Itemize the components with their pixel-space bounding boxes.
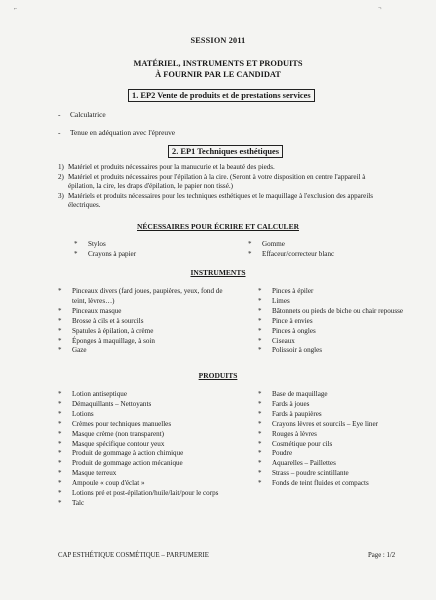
asterisk-bullet: * — [58, 399, 62, 408]
title-line-1: MATÉRIEL, INSTRUMENTS ET PRODUITS — [133, 59, 303, 68]
asterisk-bullet: * — [258, 306, 262, 315]
list-item-text: Pinces à ongles — [272, 326, 316, 335]
list-item-text: Masque terreux — [72, 469, 117, 478]
instruments-right-list — [258, 287, 408, 356]
list-item — [258, 390, 418, 400]
dash-bullet: - — [58, 128, 61, 137]
list-item-text: Pinceaux masque — [72, 306, 122, 315]
title-line-2: À FOURNIR PAR LE CANDIDAT — [155, 70, 281, 79]
list-item-text: Poudre — [272, 449, 293, 458]
corner-mark: ⌐ — [14, 6, 18, 12]
list-item-text: Produit de gommage à action chimique — [72, 449, 184, 458]
list-item — [58, 400, 233, 410]
section-heading-produits: PRODUITS — [198, 371, 238, 380]
asterisk-bullet: * — [258, 459, 262, 468]
asterisk-bullet: * — [258, 336, 262, 345]
list-item — [58, 469, 233, 479]
asterisk-bullet: * — [258, 326, 262, 335]
asterisk-bullet: * — [74, 240, 78, 248]
list-item — [58, 390, 233, 400]
list-item — [248, 250, 408, 260]
instruments-left-list — [58, 287, 233, 356]
ep2-item: Calculatrice — [70, 110, 106, 119]
list-item — [258, 317, 408, 327]
list-item-text: Fards à joues — [272, 399, 310, 408]
list-item — [248, 240, 408, 250]
list-item — [58, 440, 233, 450]
list-item — [74, 250, 224, 260]
asterisk-bullet: * — [258, 449, 262, 458]
list-item-text: Aquarelles – Paillettes — [272, 459, 336, 468]
list-item-text: Polissoir à ongles — [272, 346, 323, 355]
footer-exam-name: CAP ESTHÉTIQUE COSMÉTIQUE – PARFUMERIE — [58, 552, 209, 559]
ecrire-left-list — [74, 240, 224, 260]
session-label: SESSION 2011 — [190, 36, 246, 45]
asterisk-bullet: * — [248, 249, 252, 258]
item-text: Matériel et produits nécessaires pour l'épilation à la cire. (Seront à votre disposition en centre l'appareil à épilation, la cire, les draps d'épilation, le papier non tissé.) — [68, 172, 366, 191]
item-number: 1) — [58, 163, 64, 171]
list-item — [258, 430, 418, 440]
asterisk-bullet: * — [58, 429, 62, 438]
list-item — [258, 337, 408, 347]
asterisk-bullet: * — [58, 489, 62, 498]
asterisk-bullet: * — [58, 336, 62, 345]
list-item-text: Strass – poudre scintillante — [272, 469, 349, 478]
list-item — [58, 337, 233, 347]
list-item-text: Pinces à épiler — [272, 287, 314, 295]
asterisk-bullet: * — [58, 469, 62, 478]
produits-left-list — [58, 390, 233, 509]
ep1-item — [58, 163, 388, 173]
asterisk-bullet: * — [258, 390, 262, 398]
list-item — [58, 499, 233, 509]
asterisk-bullet: * — [258, 316, 262, 325]
list-item — [58, 307, 233, 317]
list-item — [58, 430, 233, 440]
ep1-item — [58, 173, 388, 192]
list-item — [58, 410, 233, 420]
list-item — [258, 307, 408, 317]
page-title — [0, 58, 436, 80]
list-item-text: Talc — [72, 498, 85, 507]
asterisk-bullet: * — [258, 419, 262, 428]
asterisk-bullet: * — [58, 409, 62, 418]
list-item-text: Lotions — [72, 409, 94, 418]
list-item — [258, 346, 408, 356]
list-item-text: Fards à paupières — [272, 409, 322, 418]
list-item — [58, 287, 233, 307]
list-item-text: Masque crème (non transparent) — [72, 429, 164, 438]
ep1-item — [58, 192, 388, 211]
ep2-heading: 1. EP2 Vente de produits et de prestations services — [128, 89, 315, 102]
list-item-text: Éponges à maquillage, à soin — [72, 336, 155, 345]
list-item-text: Gaze — [72, 346, 87, 355]
asterisk-bullet: * — [58, 459, 62, 468]
list-item-text: Fonds de teint fluides et compacts — [272, 479, 369, 488]
asterisk-bullet: * — [258, 409, 262, 418]
list-item-text: Crèmes pour techniques manuelles — [72, 419, 172, 428]
section-heading-instruments: INSTRUMENTS — [190, 268, 246, 277]
list-item — [58, 420, 233, 430]
asterisk-bullet: * — [58, 439, 62, 448]
list-item-text: Spatules à épilation, à crème — [72, 326, 154, 335]
asterisk-bullet: * — [258, 399, 262, 408]
asterisk-bullet: * — [258, 296, 262, 305]
asterisk-bullet: * — [58, 346, 62, 355]
list-item — [58, 317, 233, 327]
item-number: 2) — [58, 172, 64, 181]
asterisk-bullet: * — [74, 249, 78, 258]
ecrire-right-list — [248, 240, 408, 260]
list-item-text: Ampoule « coup d'éclat » — [72, 479, 145, 488]
asterisk-bullet: * — [258, 429, 262, 438]
list-item — [58, 479, 233, 489]
list-item-text: Effaceur/correcteur blanc — [262, 249, 335, 258]
list-item-text: Base de maquillage — [272, 390, 328, 398]
asterisk-bullet: * — [258, 479, 262, 488]
item-number: 3) — [58, 191, 64, 200]
asterisk-bullet: * — [58, 306, 62, 315]
list-item-text: Crayons lèvres et sourcils – Eye liner — [272, 419, 378, 428]
list-item-text: Limes — [272, 296, 290, 305]
list-item — [58, 459, 233, 469]
list-item — [258, 420, 418, 430]
asterisk-bullet: * — [58, 449, 62, 458]
list-item — [74, 240, 224, 250]
list-item — [58, 327, 233, 337]
list-item-text: Produit de gommage action mécanique — [72, 459, 183, 468]
list-item-text: Ciseaux — [272, 336, 295, 345]
asterisk-bullet: * — [258, 439, 262, 448]
list-item-text: Brosse à cils et à sourcils — [72, 316, 144, 325]
list-item — [258, 469, 418, 479]
list-item-text: Cosmétique pour cils — [272, 439, 333, 448]
list-item-text: Stylos — [88, 240, 106, 248]
list-item-text: Lotions pré et post-épilation/huile/lait/pour le corps — [72, 489, 219, 498]
item-text: Matériel et produits nécessaires pour la manucurie et la beauté des pieds. — [68, 163, 275, 171]
corner-mark: ¬ — [378, 6, 382, 12]
list-item — [258, 459, 418, 469]
section-heading-ecrire: NÉCESSAIRES POUR ÉCRIRE ET CALCULER — [137, 222, 299, 231]
asterisk-bullet: * — [58, 287, 62, 295]
asterisk-bullet: * — [58, 479, 62, 488]
list-item-text: Démaquillants – Nettoyants — [72, 399, 152, 408]
list-item — [58, 489, 233, 499]
produits-right-list — [258, 390, 418, 489]
list-item-text: Masque spécifique contour yeux — [72, 439, 165, 448]
list-item — [58, 346, 233, 356]
list-item-text: Gomme — [262, 240, 285, 248]
footer-page-number: Page : 1/2 — [368, 552, 396, 559]
asterisk-bullet: * — [58, 498, 62, 507]
list-item — [258, 449, 418, 459]
list-item-text: Rouges à lèvres — [272, 429, 317, 438]
ep1-list — [58, 163, 388, 211]
list-item — [258, 410, 418, 420]
item-text: Matériels et produits nécessaires pour les techniques esthétiques et le maquillage à l'exclusion des appareils électriques. — [68, 191, 374, 210]
asterisk-bullet: * — [258, 287, 262, 295]
list-item-text: Pinceaux divers (fard joues, paupières, yeux, fond de teint, lèvres…) — [72, 287, 223, 305]
list-item — [258, 327, 408, 337]
list-item — [258, 287, 408, 297]
list-item-text: Crayons à papier — [88, 249, 137, 258]
list-item — [258, 479, 418, 489]
list-item — [258, 297, 408, 307]
asterisk-bullet: * — [258, 469, 262, 478]
ep2-item: Tenue en adéquation avec l'épreuve — [70, 128, 176, 137]
list-item — [58, 449, 233, 459]
asterisk-bullet: * — [58, 326, 62, 335]
asterisk-bullet: * — [258, 346, 262, 355]
dash-bullet: - — [58, 110, 61, 119]
asterisk-bullet: * — [248, 240, 252, 248]
asterisk-bullet: * — [58, 316, 62, 325]
list-item — [258, 440, 418, 450]
list-item-text: Bâtonnets ou pieds de biche ou chair repousse — [272, 306, 404, 315]
ep1-heading: 2. EP1 Techniques esthétiques — [168, 145, 283, 158]
asterisk-bullet: * — [58, 390, 62, 398]
list-item — [258, 400, 418, 410]
asterisk-bullet: * — [58, 419, 62, 428]
list-item-text: Pince à envies — [272, 316, 313, 325]
list-item-text: Lotion antiseptique — [72, 390, 127, 398]
